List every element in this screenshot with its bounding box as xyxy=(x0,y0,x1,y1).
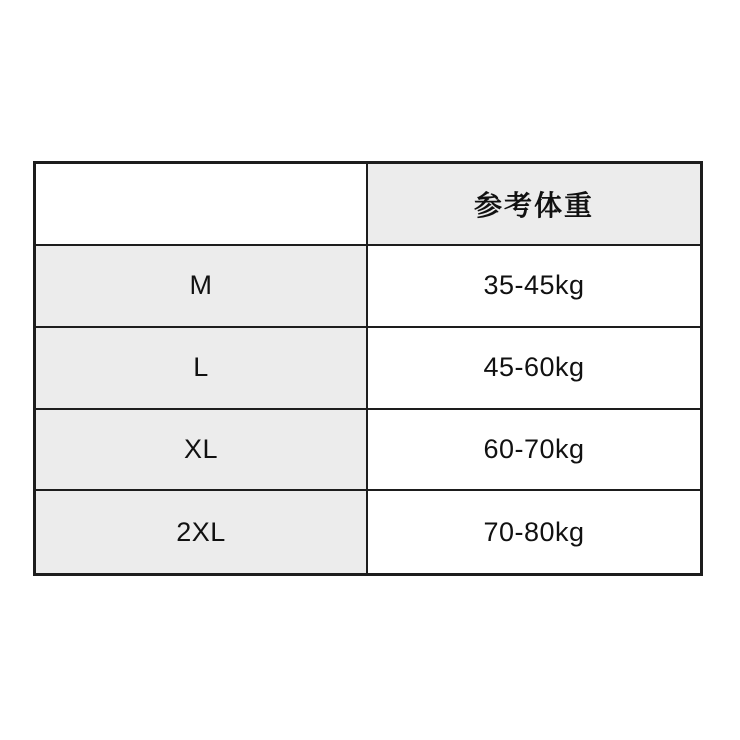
header-cell-size xyxy=(36,164,368,246)
header-cell-weight: 参考体重 xyxy=(368,164,700,246)
size-cell-xl: XL xyxy=(36,410,368,492)
size-table xyxy=(33,161,703,576)
size-cell-l: L xyxy=(36,328,368,410)
weight-cell-l: 45-60kg xyxy=(368,328,700,410)
weight-cell-xl: 60-70kg xyxy=(368,410,700,492)
size-cell-2xl: 2XL xyxy=(36,491,368,573)
weight-cell-2xl: 70-80kg xyxy=(483,516,585,547)
weight-cell-m: 35-45kg xyxy=(368,246,700,328)
size-cell-m: M xyxy=(36,246,368,328)
